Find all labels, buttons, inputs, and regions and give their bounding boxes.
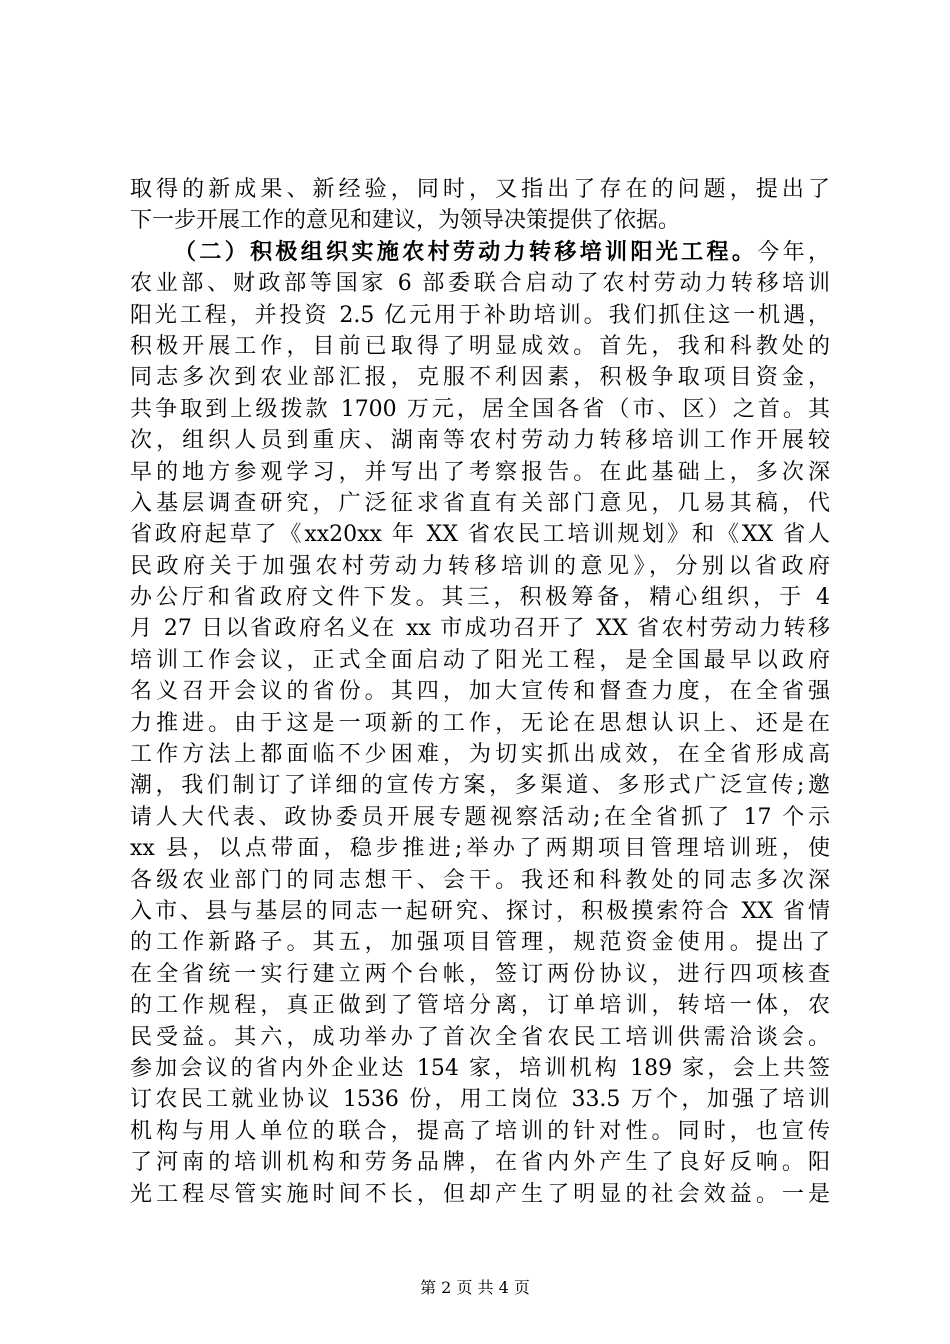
page-footer: 第 2 页 共 4 页	[420, 1278, 530, 1297]
text-line: 的工作规程，真正做到了管培分离，订单培训，转培一体，农	[130, 993, 830, 1019]
text-line: 各级农业部门的同志想干、会干。我还和科教处的同志多次深	[130, 867, 830, 893]
text-line: 工作方法上都面临不少困难，为切实抓出成效，在全省形成高	[130, 742, 830, 768]
text-line: 的工作新路子。其五，加强项目管理，规范资金使用。提出了	[130, 930, 830, 956]
document-body	[130, 174, 830, 1210]
section-heading-line	[130, 237, 830, 268]
text-line: 取得的新成果、新经验，同时，又指出了存在的问题，提出了	[130, 177, 830, 202]
text-line: 办公厅和省政府文件下发。其三，积极筹备，精心组织，于 4	[130, 585, 830, 611]
text-line: 培训工作会议，正式全面启动了阳光工程，是全国最早以政府	[130, 647, 830, 673]
text-line: 早的地方参观学习，并写出了考察报告。在此基础上，多次深	[130, 459, 830, 485]
heading-line-rest: 今年，	[757, 239, 830, 265]
text-line: 在全省统一实行建立两个台帐，签订两份协议，进行四项核查	[130, 961, 830, 987]
text-line: 积极开展工作，目前已取得了明显成效。首先，我和科教处的	[130, 333, 830, 359]
text-line: 机构与用人单位的联合，提高了培训的针对性。同时，也宣传	[130, 1118, 830, 1144]
text-line: 光工程尽管实施时间不长，但却产生了明显的社会效益。一是	[130, 1181, 830, 1207]
text-line: 同志多次到农业部汇报，克服不利因素，积极争取项目资金，	[130, 365, 830, 391]
text-line: 省政府起草了《xx20xx 年 XX 省农民工培训规划》和《XX 省人	[130, 522, 830, 548]
section-heading: （二）积极组织实施农村劳动力转移培训阳光工程。	[174, 238, 758, 265]
text-line: 民政府关于加强农村劳动力转移培训的意见》，分别以省政府	[130, 553, 830, 579]
text-line: 潮，我们制订了详细的宣传方案，多渠道、多形式广泛宣传;邀	[130, 773, 830, 799]
text-line: 力推进。由于这是一项新的工作，无论在思想认识上、还是在	[130, 710, 830, 736]
text-line: 入基层调查研究，广泛征求省直有关部门意见，几易其稿，代	[130, 490, 830, 516]
text-line: 民受益。其六，成功举办了首次全省农民工培训供需洽谈会。	[130, 1024, 830, 1050]
text-line: 参加会议的省内外企业达 154 家，培训机构 189 家，会上共签	[130, 1055, 830, 1081]
text-line: 农业部、财政部等国家 6 部委联合启动了农村劳动力转移培训	[130, 271, 830, 297]
text-line: 次，组织人员到重庆、湖南等农村劳动力转移培训工作开展较	[130, 428, 830, 454]
text-line: 下一步开展工作的意见和建议，为领导决策提供了依据。	[130, 208, 681, 234]
text-line: 订农民工就业协议 1536 份，用工岗位 33.5 万个，加强了培训	[130, 1087, 830, 1113]
text-line: 名义召开会议的省份。其四，加大宣传和督查力度，在全省强	[130, 679, 830, 705]
text-line: 请人大代表、政协委员开展专题视察活动;在全省抓了 17 个示	[130, 804, 830, 830]
text-line: xx 县，以点带面，稳步推进;举办了两期项目管理培训班，使	[130, 836, 830, 862]
text-line: 月 27 日以省政府名义在 xx 市成功召开了 XX 省农村劳动力转移	[130, 616, 830, 642]
text-line: 入市、县与基层的同志一起研究、探讨，积极摸索符合 XX 省情	[130, 898, 830, 924]
text-line: 了河南的培训机构和劳务品牌，在省内外产生了良好反响。阳	[130, 1150, 830, 1176]
text-line: 共争取到上级拨款 1700 万元，居全国各省（市、区）之首。其	[130, 396, 830, 422]
text-line: 阳光工程，并投资 2.5 亿元用于补助培训。我们抓住这一机遇，	[130, 302, 830, 328]
